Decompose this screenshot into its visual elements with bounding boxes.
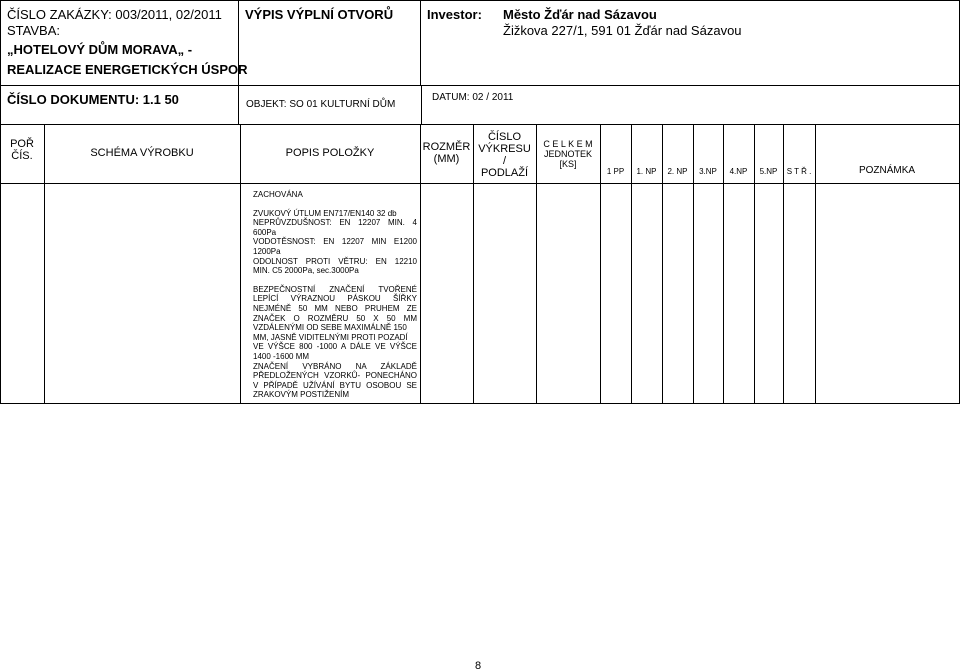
col-header-3np: 3.NP bbox=[699, 167, 717, 176]
col-header-note: POZNÁMKA bbox=[858, 165, 916, 176]
status-text: ZACHOVÁNA bbox=[253, 190, 303, 199]
header-divider-1 bbox=[0, 85, 960, 86]
spec-line: MIN. C5 2000Pa, sec.3000Pa bbox=[253, 266, 359, 276]
safety-marking bbox=[253, 285, 417, 400]
spec-line: ZVUKOVÝ ÚTLUM EN717/EN140 32 db bbox=[253, 208, 397, 218]
spec-line: VODOTĚSNOST: EN 12207 MIN E1200 bbox=[253, 237, 417, 247]
safety-line: VE VÝŠCE 800 -1000 A DÁLE VE VÝŠCE bbox=[253, 342, 417, 352]
col-divider-desc bbox=[420, 124, 421, 403]
table-bottom-border bbox=[0, 403, 960, 404]
order-number: ČÍSLO ZAKÁZKY: 003/2011, 02/2011 bbox=[7, 7, 222, 22]
safety-line: BEZPEČNOSTNÍ ZNAČENÍ TVOŘENÉ bbox=[253, 284, 417, 294]
col-header-drawing-line3: / bbox=[502, 155, 507, 167]
column-header-divider bbox=[0, 183, 960, 184]
col-header-por-line1: POŘ bbox=[10, 138, 34, 150]
col-header-1np: 1. NP bbox=[636, 167, 657, 176]
spec-line: 600Pa bbox=[253, 227, 277, 237]
safety-line: 1400 -1600 MM bbox=[253, 351, 310, 361]
object-label: OBJEKT: SO 01 KULTURNÍ DŮM bbox=[246, 99, 396, 110]
safety-line: LEPÍCÍ VÝRAZNOU PÁSKOU ŠÍŘKY bbox=[253, 294, 417, 304]
investor-address: Žižkova 227/1, 591 01 Žďár nad Sázavou bbox=[503, 23, 742, 38]
col-header-drawing-line2: VÝKRESU bbox=[478, 143, 531, 155]
document-title: VÝPIS VÝPLNÍ OTVORŮ bbox=[245, 7, 394, 22]
col-header-size-line1: ROZMĚR bbox=[422, 141, 471, 153]
acoustic-specs bbox=[253, 209, 417, 276]
col-divider-scheme bbox=[240, 124, 241, 403]
col-header-total-line2: JEDNOTEK bbox=[543, 149, 592, 159]
spec-line: NEPRŮVZDUŠNOST: EN 12207 MIN. 4 bbox=[253, 218, 417, 228]
page-number: 8 bbox=[475, 660, 482, 672]
top-border bbox=[0, 0, 960, 1]
safety-line: MM, JASNĚ VIDITELNÝMI PROTI POZADÍ bbox=[253, 332, 408, 342]
col-header-size-line2: (MM) bbox=[433, 153, 460, 165]
item-description bbox=[253, 190, 417, 400]
col-header-2np: 2. NP bbox=[667, 167, 688, 176]
date-label: DATUM: 02 / 2011 bbox=[432, 92, 514, 103]
safety-line: NEJMÉNĚ 50 MM NEBO PRUHEM ZE bbox=[253, 303, 417, 313]
safety-line: ZNAČENÍ VYBRÁNO NA ZÁKLADĚ bbox=[253, 361, 417, 371]
document-number: ČÍSLO DOKUMENTU: 1.1 50 bbox=[7, 92, 179, 107]
col-header-por-line2: ČÍS. bbox=[11, 150, 33, 162]
col-header-4np: 4.NP bbox=[729, 167, 748, 176]
col-header-size bbox=[420, 141, 473, 165]
stavba-line-1: „HOTELOVÝ DŮM MORAVA„ - bbox=[7, 42, 193, 57]
investor-label: Investor: bbox=[427, 7, 482, 22]
spec-line: ODOLNOST PROTI VĚTRU: EN 12210 bbox=[253, 256, 417, 266]
investor-name: Město Žďár nad Sázavou bbox=[503, 7, 657, 22]
safety-line: ZRAKOVÝM POSTIŽENÍM bbox=[253, 390, 350, 400]
col-header-1pp: 1 PP bbox=[606, 167, 625, 176]
header-vdivider-3 bbox=[421, 85, 422, 124]
col-header-total-line1: C E L K E M bbox=[543, 139, 593, 149]
col-header-drawing-line4: PODLAŽÍ bbox=[480, 167, 529, 179]
safety-line: PŘEDLOŽENÝCH VZORKŮ- PONECHÁNO bbox=[253, 371, 417, 381]
col-header-str: S T Ř . bbox=[786, 167, 812, 176]
col-header-por bbox=[0, 138, 44, 162]
col-header-drawing bbox=[473, 131, 536, 179]
col-header-description: POPIS POLOŽKY bbox=[285, 147, 375, 159]
safety-line: VZDÁLENÝMI OD SEBE MAXIMÁLNĚ 150 bbox=[253, 323, 407, 333]
safety-line: V PŘÍPADĚ UŽÍVÁNÍ BYTU OSOBOU SE bbox=[253, 380, 417, 390]
safety-line: ZNAČEK O ROZMĚRU 50 X 50 MM bbox=[253, 313, 417, 323]
spec-line: 1200Pa bbox=[253, 246, 281, 256]
stavba-label: STAVBA: bbox=[7, 23, 60, 38]
col-header-5np: 5.NP bbox=[759, 167, 778, 176]
col-header-total bbox=[536, 139, 600, 169]
col-divider-por bbox=[44, 124, 45, 403]
left-border bbox=[0, 0, 1, 403]
header-vdivider-2 bbox=[420, 0, 421, 85]
col-header-scheme: SCHÉMA VÝROBKU bbox=[90, 147, 194, 159]
col-header-total-line3: [KS] bbox=[559, 159, 577, 169]
header-divider-2 bbox=[0, 124, 960, 125]
col-header-drawing-line1: ČÍSLO bbox=[487, 131, 521, 143]
stavba-line-2: REALIZACE ENERGETICKÝCH ÚSPOR bbox=[7, 62, 248, 77]
